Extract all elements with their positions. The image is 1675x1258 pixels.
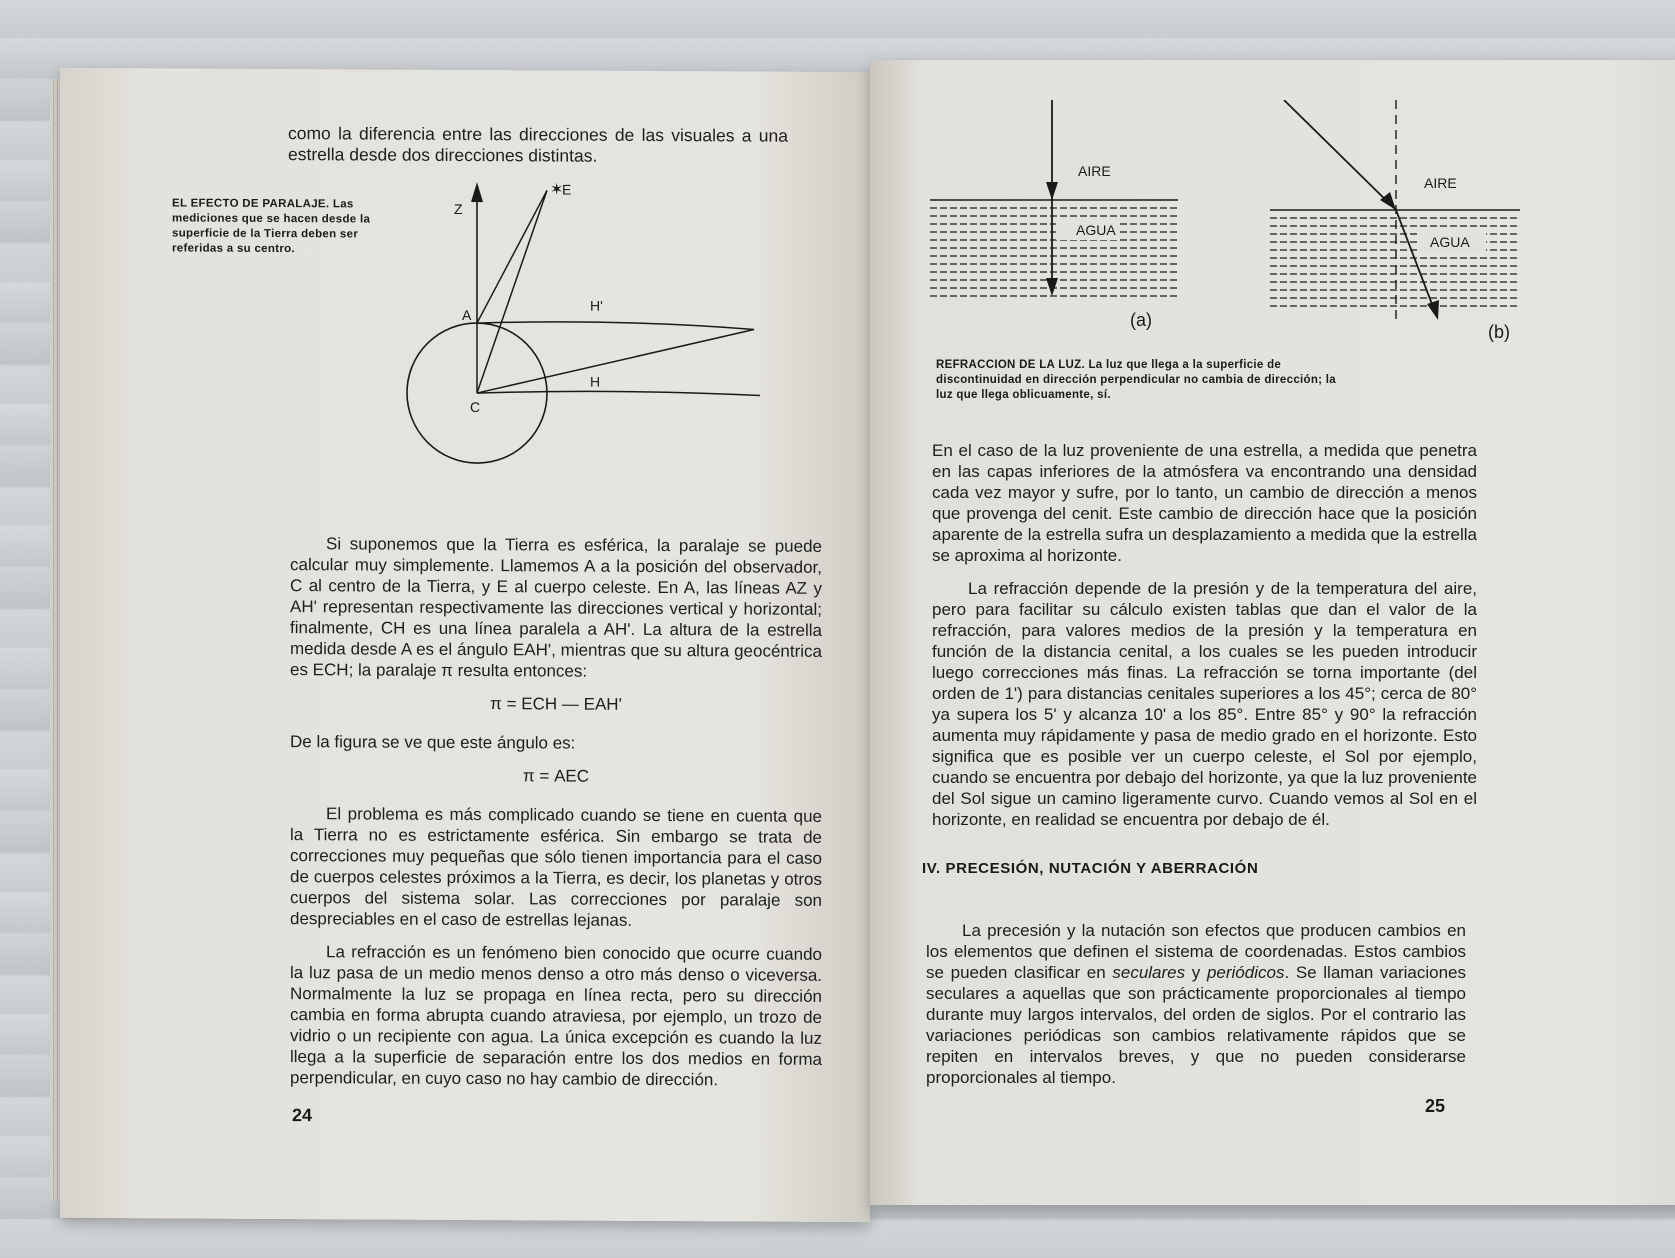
- label-h: H: [590, 373, 601, 390]
- arrow-icon: [1046, 278, 1058, 296]
- left-body: [290, 533, 822, 1103]
- formula-parallax: π = ECH — EAH': [490, 694, 622, 714]
- zenith-arrow-icon: [471, 182, 483, 202]
- paragraph: Si suponemos que la Tierra es esférica, la paralaje se puede calcular muy simplemente. Llamemos A a la posición del observador, C al centro de la Tierra, y E al cuerpo celeste. En A, las líneas AZ y AH' representan respectivamente las direcciones vertical y horizontal; finalmente, CH es una línea paralela a AH'. La altura de la estrella medida desde A es el ángulo EAH', mientras que su altura geocéntrica es ECH; la paralaje π resulta entonces:: [290, 534, 822, 681]
- label-a: A: [462, 306, 472, 324]
- left-page: [60, 68, 870, 1222]
- parallax-caption: EL EFECTO DE PARALAJE. Las mediciones que se hacen desde la superficie de la Tierra deben ser referidas a su centro.: [172, 197, 371, 256]
- text-span: La precesión y la nutación son efectos que producen cambios en los elementos que definen el sistema de coordenadas. Estos cambios se pueden clasificar en: [926, 921, 1466, 982]
- line-ah-prime: [477, 321, 754, 329]
- page-number-right: 25: [1425, 1096, 1446, 1116]
- line-ce: [477, 190, 547, 393]
- label-agua: AGUA: [1076, 222, 1116, 238]
- section-heading: IV. PRECESIÓN, NUTACIÓN Y ABERRACIÓN: [922, 860, 1259, 877]
- paragraph: La refracción depende de la presión y de la temperatura del aire, pero para facilitar su cálculo existen tablas que dan el valor de la refracción, para valores medios de la presión y la temperatura en función de la distancia cenital, a los cuales se les pueden introducir luego correcciones más finas. La refracción se torna importante (del orden de 1') para distancias cenitales superiores a los 45°; cerca de 80° ya supera los 5' y alcanza 10' a los 85°. Entre 85° y 90° la refracción aumenta muy rápidamente y pasa de medio grado en el horizonte. Esto significa que es posible ver un cuerpo celeste, el Sol por ejemplo, cuando se encuentra por debajo del horizonte, ya que la luz proveniente del Sol sigue un camino ligeramente curvo. Cuando vemos al Sol en el horizonte, en realidad se encuentra por debajo de él.: [932, 579, 1477, 829]
- label-h-prime: H': [590, 297, 603, 314]
- open-book: [40, 60, 1650, 1230]
- line-ae: [477, 190, 547, 323]
- label-z: Z: [454, 200, 463, 217]
- line-c-to-h-prime: [477, 328, 754, 394]
- italic-term: periódicos: [1206, 963, 1285, 982]
- paragraph: En el caso de la luz proveniente de una estrella, a medida que penetra en las capas inferiores de la atmósfera va encontrando una densidad cada vez mayor y sufre, por lo tanto, un cambio de dirección a menos que provenga del cenit. Este cambio de dirección hace que la posición aparente de la estrella sufra un desplazamiento a medida que la estrella se aproxima al horizonte.: [932, 441, 1477, 565]
- right-body: [932, 440, 1477, 842]
- label-b: (b): [1488, 322, 1510, 342]
- formula-aec: π = AEC: [522, 766, 590, 786]
- refraction-figure-a: [930, 100, 1190, 330]
- label-e: E: [562, 181, 572, 198]
- text-span: y: [1185, 963, 1207, 982]
- star-icon: ✶: [550, 181, 564, 199]
- paragraph: La refracción es un fenómeno bien conocido que ocurre cuando la luz pasa de un medio menos denso a otro más denso o viceversa. Normalmente la luz se propaga en línea recta, pero su dirección cambia en forma abrupta cuando atraviesa, por ejemplo, un trozo de vidrio o un recipiente con agua. La única excepción es cuando la luz llega a la superficie de separación entre los dos medios en forma perpendicular, en cuyo caso no hay cambio de dirección.: [290, 942, 822, 1090]
- paragraph: El problema es más complicado cuando se tiene en cuenta que la Tierra no es estrictamente esférica. Sin embargo se trata de correcciones muy pequeñas que sólo tienen importancia para el caso de cuerpos celestes próximos a la Tierra, es decir, los planetas y otros cuerpos del sistema solar. Las correcciones por paralaje son despreciables en el caso de estrellas lejanas.: [290, 804, 822, 930]
- parallax-diagram: [390, 170, 780, 482]
- label-aire: AIRE: [1078, 163, 1111, 179]
- right-body-bottom: [926, 920, 1466, 1100]
- page-number-left: 24: [292, 1105, 313, 1126]
- text-span: . Se llaman variaciones seculares a aquellas que son prácticamente proporcionales al tiempo durante muy largos intervalos, del orden de siglos. Por el contrario las variaciones periódicas son cambios relativamente rápidos que se repiten en intervalos breves, y que no pueden considerarse proporcionales al tiempo.: [926, 963, 1467, 1087]
- right-page: [870, 60, 1675, 1205]
- incident-ray: [1284, 100, 1396, 210]
- label-agua: AGUA: [1430, 234, 1470, 250]
- intro-text: como la diferencia entre las direcciones de las visuales a una estrella desde dos direcciones distintas.: [288, 123, 788, 166]
- paragraph: De la figura se ve que este ángulo es:: [290, 732, 576, 753]
- refraction-caption: REFRACCION DE LA LUZ. La luz que llega a la superficie de discontinuidad en dirección perpendicular no cambia de dirección; la luz que llega oblicuamente, sí.: [936, 359, 1336, 401]
- arrow-icon: [1427, 300, 1439, 320]
- arrow-icon: [1380, 192, 1396, 210]
- line-ch: [477, 391, 760, 396]
- italic-term: seculares: [1112, 963, 1186, 982]
- water-hatching: [1270, 218, 1520, 306]
- label-aire: AIRE: [1424, 175, 1457, 191]
- paragraph: [926, 920, 1466, 1088]
- arrow-icon: [1046, 182, 1058, 200]
- label-c: C: [470, 399, 481, 416]
- refracted-ray: [1396, 210, 1435, 312]
- refraction-figure-b: [1270, 100, 1570, 350]
- label-a: (a): [1130, 310, 1152, 330]
